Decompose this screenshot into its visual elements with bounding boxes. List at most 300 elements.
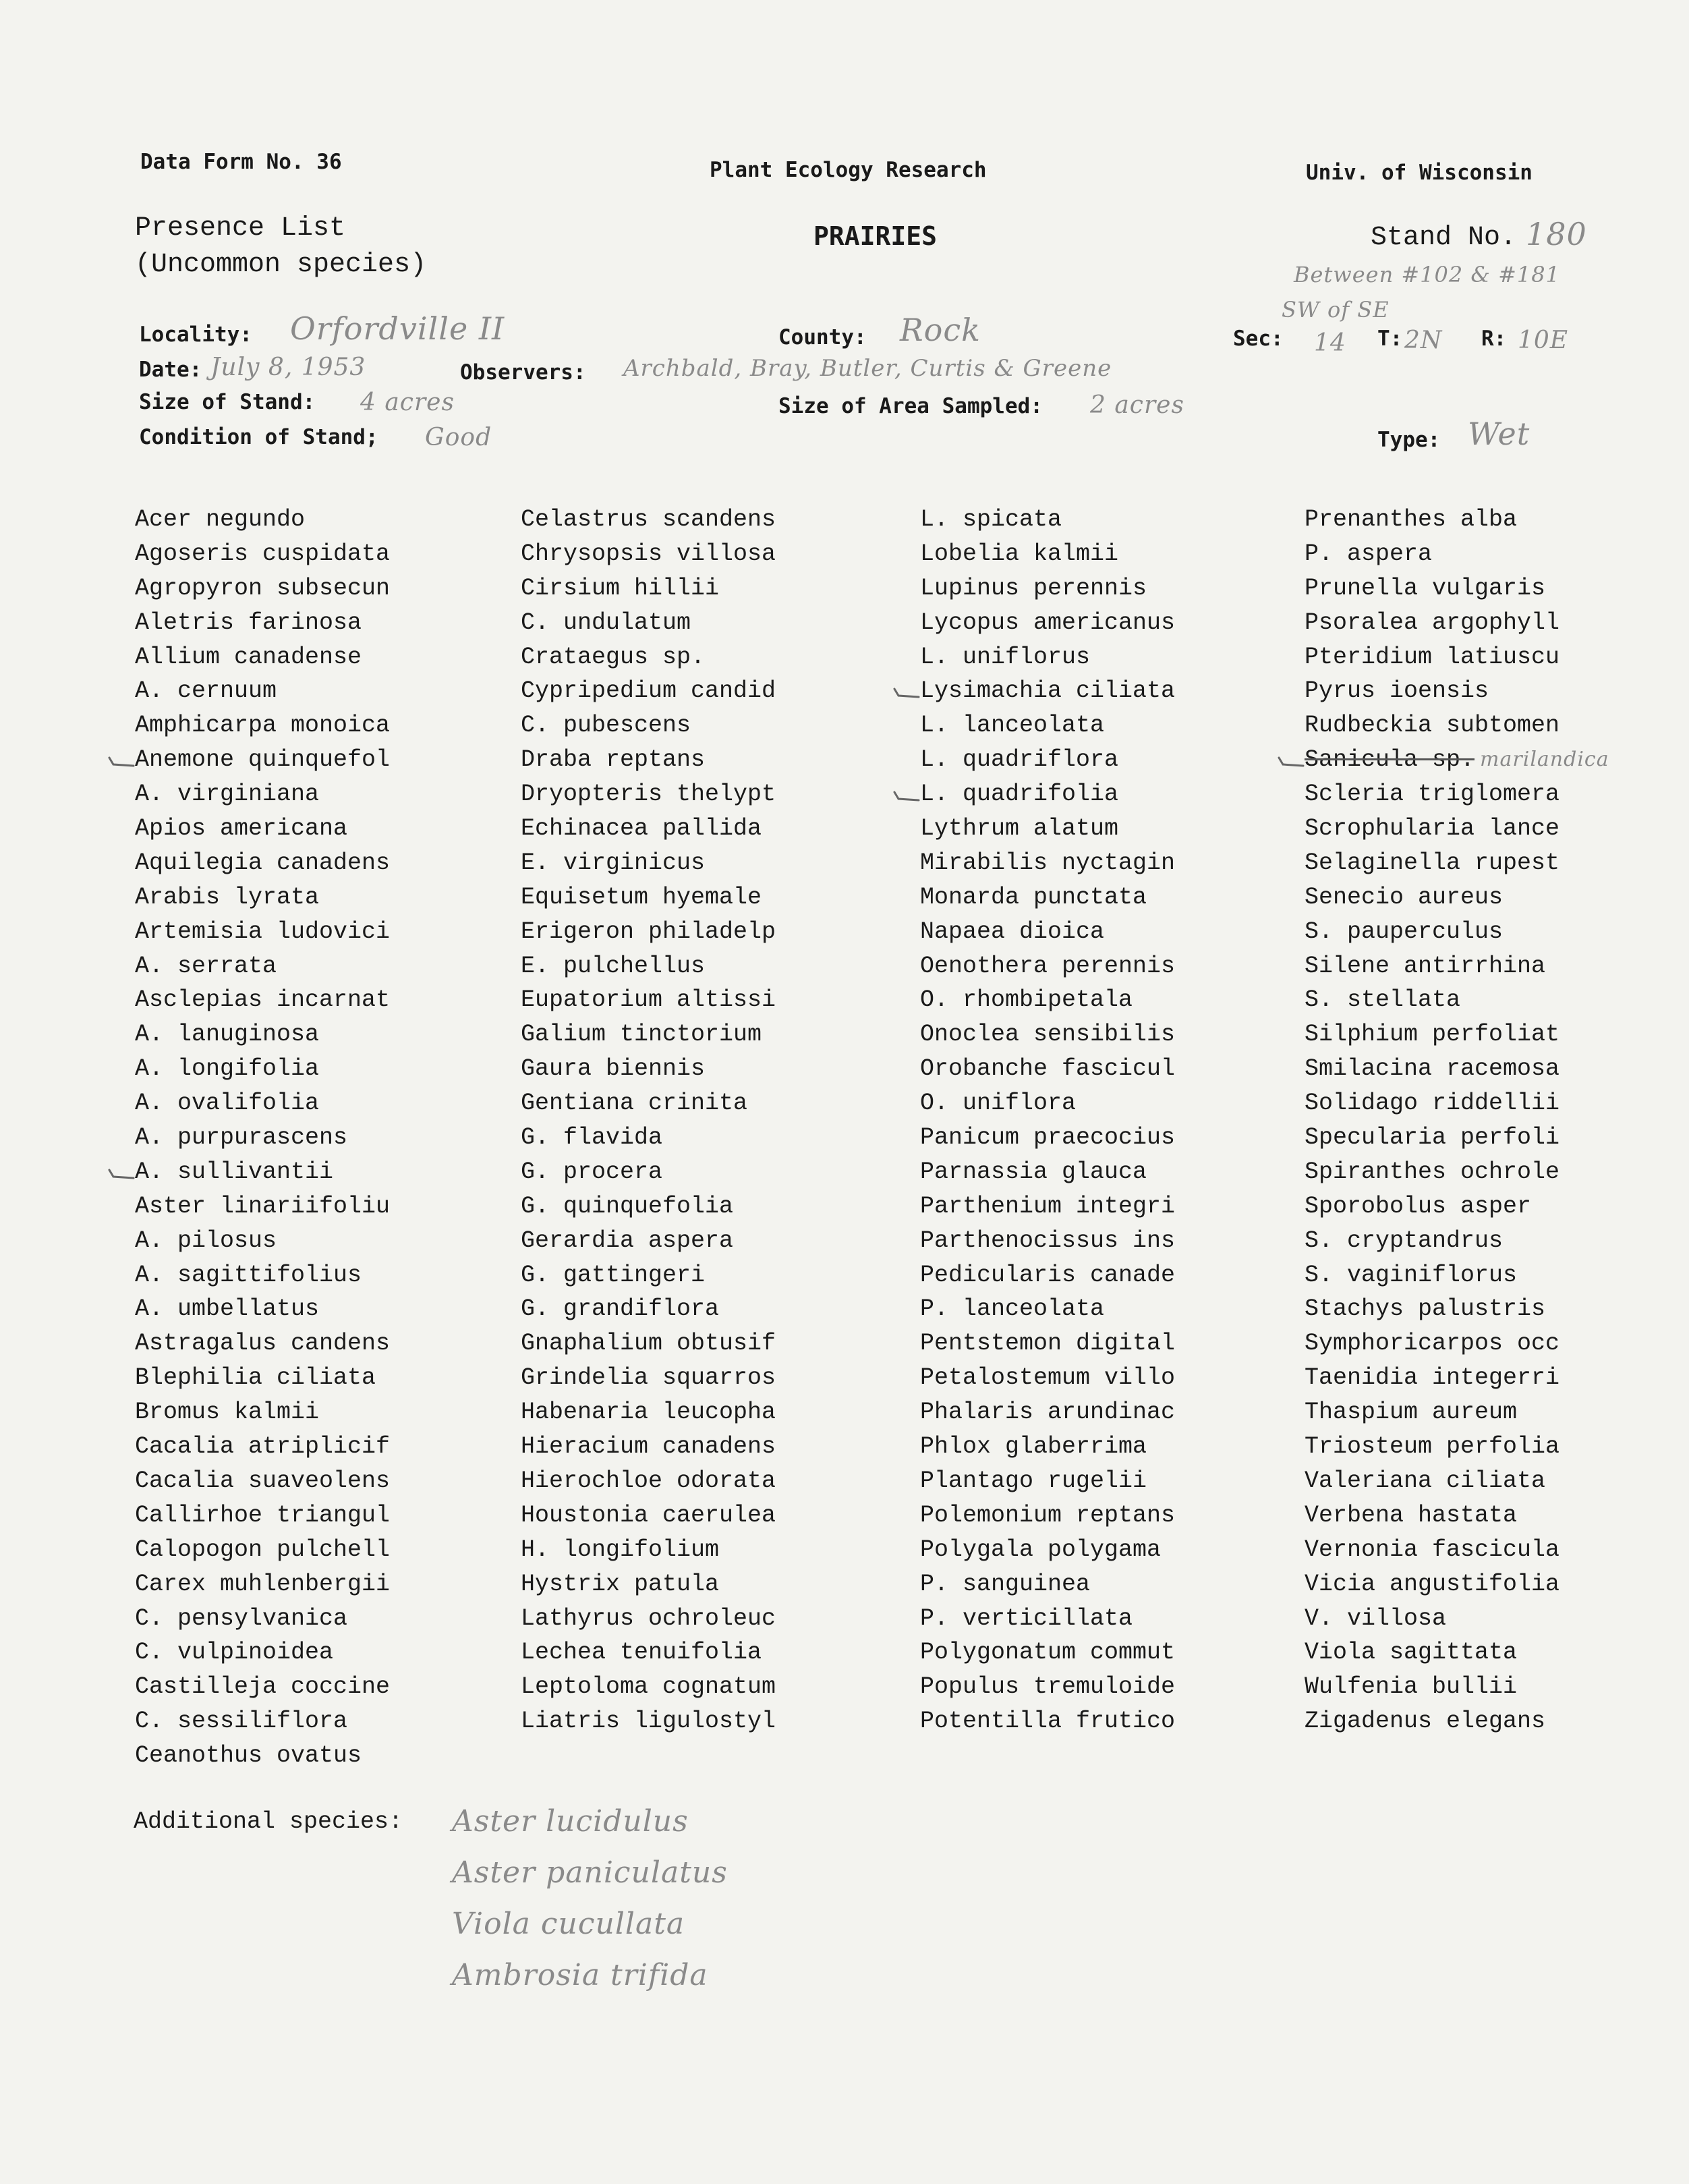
species-name: C. vulpinoidea (135, 1639, 334, 1667)
species-name: Aquilegia canadens (135, 849, 391, 876)
species-name: P. verticillata (920, 1604, 1133, 1632)
species-name: Polygala polygama (920, 1536, 1162, 1563)
species-item (521, 743, 776, 777)
species-item (920, 1086, 1175, 1121)
additional-species-label: Additional species: (134, 1808, 403, 1835)
species-name: C. sessiliflora (135, 1708, 348, 1735)
species-item (920, 1258, 1175, 1293)
t-label: T: (1377, 327, 1403, 351)
species-item (920, 880, 1175, 915)
species-name: Prunella vulgaris (1305, 574, 1546, 602)
species-item (1305, 1464, 1609, 1499)
species-item (135, 777, 390, 812)
species-name: Plantago rugelii (920, 1467, 1147, 1494)
species-name: L. lanceolata (920, 712, 1105, 739)
list-type-line1: Presence List (135, 213, 346, 244)
species-item (1305, 674, 1609, 708)
species-item (1305, 1017, 1609, 1052)
species-item (521, 1395, 776, 1430)
species-name: Gnaphalium obtusif (521, 1330, 776, 1357)
species-item (135, 1635, 390, 1670)
species-name: Astragalus candens (135, 1330, 391, 1357)
species-item (521, 846, 776, 880)
species-name: Sanicula sp. (1305, 746, 1475, 774)
species-item (920, 1292, 1175, 1326)
species-name: G. gattingeri (521, 1261, 706, 1289)
species-name: A. sagittifolius (135, 1261, 362, 1289)
species-name: Potentilla frutico (920, 1708, 1176, 1735)
species-item (1305, 1086, 1609, 1121)
species-item (521, 1567, 776, 1602)
species-name: Crataegus sp. (521, 643, 706, 671)
species-name: Phlox glaberrima (920, 1433, 1147, 1461)
sec-label: Sec: (1233, 327, 1284, 351)
species-column-2 (521, 503, 776, 1739)
species-item (521, 1086, 776, 1121)
species-name: Dryopteris thelypt (521, 781, 776, 808)
species-name: G. procera (521, 1158, 663, 1185)
species-name: Equisetum hyemale (521, 883, 762, 911)
species-item (920, 1017, 1175, 1052)
species-name: Acer negundo (135, 506, 306, 533)
species-name: A. serrata (135, 952, 277, 980)
species-item (920, 1464, 1175, 1499)
species-item (1305, 1121, 1609, 1155)
species-item (1305, 1670, 1609, 1704)
species-name: Blephilia ciliata (135, 1364, 376, 1392)
species-item (1305, 1602, 1609, 1636)
size-area-label: Size of Area Sampled: (778, 394, 1043, 418)
species-name: G. grandiflora (521, 1295, 720, 1323)
stand-no-label: Stand No. (1371, 223, 1517, 253)
species-name: Aster linariifoliu (135, 1192, 391, 1220)
species-name: Anemone quinquefol (135, 746, 391, 774)
species-item (135, 503, 390, 537)
species-name: Houstonia caerulea (521, 1501, 776, 1529)
species-item (1305, 812, 1609, 846)
species-name: Gentiana crinita (521, 1090, 748, 1117)
species-name: Grindelia squarros (521, 1364, 776, 1392)
species-name: Amphicarpa monoica (135, 712, 391, 739)
species-item (1305, 1635, 1609, 1670)
species-item (920, 1567, 1175, 1602)
species-item (135, 846, 390, 880)
species-name: P. aspera (1305, 540, 1433, 567)
sec-value: 14 (1314, 329, 1346, 357)
species-name: Lobelia kalmii (920, 540, 1119, 567)
species-item (135, 1499, 390, 1533)
species-name: Eupatorium altissi (521, 986, 776, 1014)
species-item (1305, 1499, 1609, 1533)
species-item (521, 1635, 776, 1670)
species-name: Cacalia atriplicif (135, 1433, 391, 1461)
species-item (135, 1361, 390, 1395)
species-item (135, 743, 390, 777)
species-name: Polemonium reptans (920, 1501, 1176, 1529)
species-item (521, 1533, 776, 1567)
species-name: G. quinquefolia (521, 1192, 734, 1220)
species-item (135, 1326, 390, 1361)
species-name: Selaginella rupest (1305, 849, 1560, 876)
form-number: Data Form No. 36 (140, 150, 342, 174)
species-item (135, 708, 390, 743)
species-name: O. uniflora (920, 1090, 1077, 1117)
additional-species-entry: Aster paniculatus (452, 1855, 728, 1890)
species-name: A. cernuum (135, 677, 277, 705)
species-name: Gerardia aspera (521, 1227, 734, 1254)
species-name: P. sanguinea (920, 1570, 1091, 1598)
species-item (1305, 915, 1609, 949)
species-name: Stachys palustris (1305, 1295, 1546, 1323)
species-item (920, 708, 1175, 743)
species-name: L. spicata (920, 506, 1062, 533)
species-name: Apios americana (135, 815, 348, 843)
species-name: Silene antirrhina (1305, 952, 1546, 980)
species-name: Mirabilis nyctagin (920, 849, 1176, 876)
species-item (1305, 1155, 1609, 1189)
species-item (135, 606, 390, 640)
species-name: Lechea tenuifolia (521, 1639, 762, 1667)
species-name: L. uniflorus (920, 643, 1091, 671)
species-column-3 (920, 503, 1175, 1739)
species-item (135, 1052, 390, 1086)
species-item (920, 743, 1175, 777)
species-name: Parnassia glauca (920, 1158, 1147, 1185)
species-item (920, 1704, 1175, 1739)
species-item (1305, 640, 1609, 675)
species-item (135, 1430, 390, 1464)
species-item (135, 1739, 390, 1773)
species-item (1305, 1292, 1609, 1326)
species-name: G. flavida (521, 1124, 663, 1152)
species-item (135, 1258, 390, 1293)
species-name: E. virginicus (521, 849, 706, 876)
species-name: Phalaris arundinac (920, 1399, 1176, 1426)
species-name: Wulfenia bullii (1305, 1673, 1518, 1701)
size-stand-label: Size of Stand: (139, 390, 316, 414)
species-name: C. pubescens (521, 712, 691, 739)
species-item (521, 1430, 776, 1464)
species-item (521, 708, 776, 743)
species-item (521, 1704, 776, 1739)
county-label: County: (778, 325, 867, 349)
stand-note-line2: SW of SE (1282, 297, 1390, 323)
checkmark-icon (892, 777, 921, 811)
species-name: Chrysopsis villosa (521, 540, 776, 567)
species-name: A. pilosus (135, 1227, 277, 1254)
species-item (521, 1052, 776, 1086)
species-name: Aletris farinosa (135, 609, 362, 636)
species-item (1305, 571, 1609, 606)
species-name: Lythrum alatum (920, 815, 1119, 843)
locality-label: Locality: (139, 323, 252, 347)
species-item (135, 949, 390, 984)
species-name: A. lanuginosa (135, 1021, 320, 1048)
species-item (920, 1155, 1175, 1189)
species-name: Valeriana ciliata (1305, 1467, 1546, 1494)
species-item (1305, 503, 1609, 537)
community-title: PRAIRIES (813, 221, 938, 251)
species-item (1305, 743, 1609, 777)
species-item (135, 571, 390, 606)
species-name: Pteridium latiuscu (1305, 643, 1560, 671)
species-name: Rudbeckia subtomen (1305, 712, 1560, 739)
species-item (920, 949, 1175, 984)
species-name: Lupinus perennis (920, 574, 1147, 602)
species-name: Gaura biennis (521, 1055, 706, 1083)
species-name: Carex muhlenbergii (135, 1570, 391, 1598)
species-item (920, 674, 1175, 708)
species-name: Arabis lyrata (135, 883, 320, 911)
species-name: Thaspium aureum (1305, 1399, 1518, 1426)
r-value: 10E (1518, 327, 1569, 354)
species-item (521, 1361, 776, 1395)
species-item (920, 1499, 1175, 1533)
species-name: Ceanothus ovatus (135, 1742, 362, 1770)
species-item (135, 812, 390, 846)
species-item (521, 674, 776, 708)
species-item (135, 1395, 390, 1430)
species-item (1305, 1395, 1609, 1430)
species-name: Parthenocissus ins (920, 1227, 1176, 1254)
species-item (521, 1499, 776, 1533)
species-item (920, 777, 1175, 812)
species-item (1305, 606, 1609, 640)
species-item (135, 1086, 390, 1121)
species-item (920, 1189, 1175, 1224)
species-name: Napaea dioica (920, 918, 1105, 945)
species-item (1305, 1704, 1609, 1739)
species-name: Cacalia suaveolens (135, 1467, 391, 1494)
species-name: Hierochloe odorata (521, 1467, 776, 1494)
species-column-1 (135, 503, 390, 1773)
species-name: Pentstemon digital (920, 1330, 1176, 1357)
size-stand-value: 4 acres (360, 389, 455, 416)
species-item (521, 1670, 776, 1704)
species-name: Onoclea sensibilis (920, 1021, 1176, 1048)
species-name: V. villosa (1305, 1604, 1447, 1632)
condition-label: Condition of Stand; (139, 425, 378, 449)
species-name: Cypripedium candid (521, 677, 776, 705)
species-name: Liatris ligulostyl (521, 1708, 776, 1735)
species-column-4 (1305, 503, 1609, 1739)
species-name: Taenidia integerri (1305, 1364, 1560, 1392)
species-item (135, 1224, 390, 1258)
species-name: A. virginiana (135, 781, 320, 808)
observers-label: Observers: (460, 360, 586, 385)
species-name: Draba reptans (521, 746, 706, 774)
species-item (920, 1224, 1175, 1258)
species-item (135, 1464, 390, 1499)
center-title: Plant Ecology Research (710, 158, 987, 182)
species-name: Sporobolus asper (1305, 1192, 1532, 1220)
species-name: Echinacea pallida (521, 815, 762, 843)
species-item (920, 1670, 1175, 1704)
species-name: Monarda punctata (920, 883, 1147, 911)
species-item (521, 1155, 776, 1189)
species-item (1305, 1258, 1609, 1293)
species-name: Lycopus americanus (920, 609, 1176, 636)
species-item (920, 1430, 1175, 1464)
condition-value: Good (425, 424, 492, 451)
species-item (521, 949, 776, 984)
species-name: Asclepias incarnat (135, 986, 391, 1014)
species-name: Castilleja coccine (135, 1673, 391, 1701)
species-name: Lysimachia ciliata (920, 677, 1176, 705)
species-item (920, 640, 1175, 675)
species-name: S. cryptandrus (1305, 1227, 1504, 1254)
species-item (135, 915, 390, 949)
species-item (135, 1567, 390, 1602)
species-item (135, 1292, 390, 1326)
additional-species-entry: Ambrosia trifida (452, 1958, 708, 1992)
species-item (1305, 949, 1609, 984)
species-item (521, 1017, 776, 1052)
checkmark-icon (107, 1155, 136, 1189)
species-item (1305, 1533, 1609, 1567)
species-item (1305, 983, 1609, 1017)
additional-species-list (452, 1796, 728, 2001)
species-item (1305, 1361, 1609, 1395)
species-name: Triosteum perfolia (1305, 1433, 1560, 1461)
species-item (521, 503, 776, 537)
stand-no-value: 180 (1526, 216, 1587, 252)
species-item (1305, 1052, 1609, 1086)
species-name: Oenothera perennis (920, 952, 1176, 980)
species-name: Celastrus scandens (521, 506, 776, 533)
species-item (521, 606, 776, 640)
species-name: Cirsium hillii (521, 574, 720, 602)
species-name: O. rhombipetala (920, 986, 1133, 1014)
species-name: Hieracium canadens (521, 1433, 776, 1461)
species-name: A. purpurascens (135, 1124, 348, 1152)
species-item (1305, 1326, 1609, 1361)
species-item (1305, 846, 1609, 880)
species-name: A. longifolia (135, 1055, 320, 1083)
species-item (521, 983, 776, 1017)
species-name: Agropyron subsecun (135, 574, 391, 602)
institution: Univ. of Wisconsin (1306, 161, 1533, 185)
species-name: Symphoricarpos occ (1305, 1330, 1560, 1357)
size-area-value: 2 acres (1090, 391, 1184, 419)
species-name: Petalostemum villo (920, 1364, 1176, 1392)
species-name: C. pensylvanica (135, 1604, 348, 1632)
species-item (521, 1464, 776, 1499)
species-name: Populus tremuloide (920, 1673, 1176, 1701)
species-item (1305, 880, 1609, 915)
species-item (521, 640, 776, 675)
species-name: Bromus kalmii (135, 1399, 320, 1426)
species-item (521, 1189, 776, 1224)
species-name: Parthenium integri (920, 1192, 1176, 1220)
species-item (1305, 1567, 1609, 1602)
species-item (521, 1121, 776, 1155)
species-item (1305, 708, 1609, 743)
species-item (920, 1533, 1175, 1567)
species-name: Psoralea argophyll (1305, 609, 1560, 636)
species-item (135, 1155, 390, 1189)
additional-species-entry: Viola cucullata (452, 1907, 685, 1941)
species-name: Smilacina racemosa (1305, 1055, 1560, 1083)
species-name: A. umbellatus (135, 1295, 320, 1323)
species-item (135, 880, 390, 915)
species-name: Allium canadense (135, 643, 362, 671)
t-value: 2N (1404, 327, 1443, 354)
species-item (920, 846, 1175, 880)
species-item (920, 503, 1175, 537)
species-name: A. ovalifolia (135, 1090, 320, 1117)
species-item (135, 983, 390, 1017)
species-name: S. vaginiflorus (1305, 1261, 1518, 1289)
species-item (920, 1121, 1175, 1155)
species-name: Senecio aureus (1305, 883, 1504, 911)
species-item (521, 1258, 776, 1293)
observers-value: Archbald, Bray, Butler, Curtis & Greene (623, 355, 1112, 382)
species-item (135, 1670, 390, 1704)
species-item (135, 1704, 390, 1739)
species-item (1305, 1430, 1609, 1464)
species-name: Solidago riddellii (1305, 1090, 1560, 1117)
species-name: Calopogon pulchell (135, 1536, 391, 1563)
species-name: Prenanthes alba (1305, 506, 1518, 533)
species-item (920, 1052, 1175, 1086)
species-name: Agoseris cuspidata (135, 540, 391, 567)
species-item (521, 1326, 776, 1361)
checkmark-icon (107, 743, 136, 777)
species-name: H. longifolium (521, 1536, 720, 1563)
species-name: Artemisia ludovici (135, 918, 391, 945)
species-name: Habenaria leucopha (521, 1399, 776, 1426)
species-name: Spiranthes ochrole (1305, 1158, 1560, 1185)
species-name: Pyrus ioensis (1305, 677, 1489, 705)
species-item (920, 1395, 1175, 1430)
species-item (135, 1602, 390, 1636)
species-item (920, 1602, 1175, 1636)
species-name: Vicia angustifolia (1305, 1570, 1560, 1598)
species-name: L. quadriflora (920, 746, 1119, 774)
species-name: Silphium perfoliat (1305, 1021, 1560, 1048)
species-name: Callirhoe triangul (135, 1501, 391, 1529)
species-item (521, 880, 776, 915)
species-item (920, 983, 1175, 1017)
species-item (135, 1189, 390, 1224)
species-name: L. quadrifolia (920, 781, 1119, 808)
handwritten-annotation: marilandica (1480, 748, 1609, 772)
species-name: Orobanche fascicul (920, 1055, 1176, 1083)
species-name: Zigadenus elegans (1305, 1708, 1546, 1735)
species-name: Polygonatum commut (920, 1639, 1176, 1667)
type-label: Type: (1377, 428, 1441, 452)
species-name: Galium tinctorium (521, 1021, 762, 1048)
species-name: Verbena hastata (1305, 1501, 1518, 1529)
species-item (135, 674, 390, 708)
species-name: Hystrix patula (521, 1570, 720, 1598)
species-item (920, 1361, 1175, 1395)
species-name: Leptoloma cognatum (521, 1673, 776, 1701)
species-item (920, 915, 1175, 949)
species-item (521, 915, 776, 949)
species-item (920, 812, 1175, 846)
species-name: Lathyrus ochroleuc (521, 1604, 776, 1632)
species-item (521, 1292, 776, 1326)
species-name: Specularia perfoli (1305, 1124, 1560, 1152)
species-item (920, 571, 1175, 606)
species-name: Pedicularis canade (920, 1261, 1176, 1289)
species-item (135, 1017, 390, 1052)
species-name: Panicum praecocius (920, 1124, 1176, 1152)
additional-species-entry: Aster lucidulus (452, 1804, 689, 1839)
species-name: Erigeron philadelp (521, 918, 776, 945)
